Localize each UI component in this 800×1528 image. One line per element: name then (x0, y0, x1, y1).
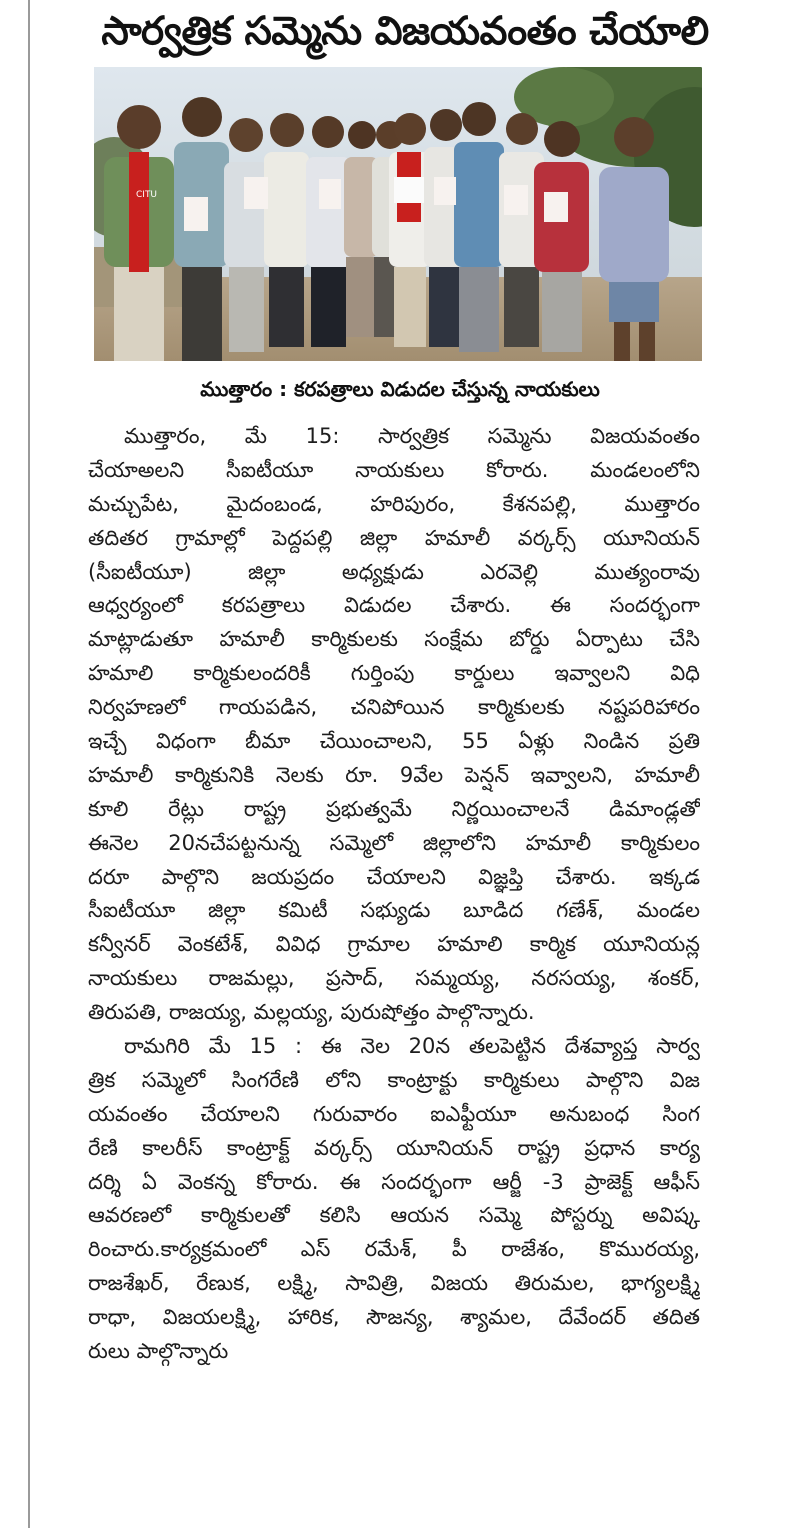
text-line: సీఐటీయూ జిల్లా కమిటీ సభ్యుడు బూడిద గణేశ్, మండల (88, 898, 700, 923)
text-line: మాట్లాడుతూ హమాలీ కార్మికులకు సంక్షేమ బోర్డు ఏర్పాటు చేసి (88, 627, 700, 652)
text-line: త్రిక సమ్మెలో సింగరేణి లోని కాంట్రాక్టు కార్మికులు పాల్గొని విజ (88, 1067, 700, 1092)
text-line: తిరుపతి, రాజయ్య, మల్లయ్య, పురుషోత్తం పాల్గొన్నారు. (88, 1000, 535, 1025)
text-line: కూలి రేట్లు రాష్ట్ర ప్రభుత్వమే నిర్ణయించాలనే డిమాండ్లతో (88, 796, 700, 821)
article-body (88, 420, 700, 1369)
text-line: రాజశేఖర్, రేణుక, లక్ష్మి, సావిత్రి, విజయ తిరుమల, భాగ్యలక్ష్మి (88, 1271, 700, 1296)
text-line: దరూ పాల్గొని జయప్రదం చేయాలని విజ్ఞప్తి చేశారు. ఇక్కడ (88, 864, 700, 889)
news-photo (94, 67, 702, 361)
text-line: ముత్తారం, మే 15: సార్వత్రిక సమ్మెను విజయవంతం (124, 424, 700, 448)
text-line: రాధా, విజయలక్ష్మి, హారిక, సౌజన్య, శ్యామల, దేవేందర్ తదిత (88, 1305, 700, 1330)
text-line: నాయకులు రాజమల్లు, ప్రసాద్, సమ్మయ్య, నరసయ్య, శంకర్, (88, 966, 700, 991)
text-line: హమాలి కార్మికులందరికీ గుర్తింపు కార్డులు ఇవ్వాలని విధి (88, 661, 700, 686)
text-line: మచ్చుపేట, మైదంబండ, హరిపురం, కేశనపల్లి, ముత్తారం (88, 491, 700, 516)
paragraph-muttaram (88, 420, 700, 1030)
text-line: చేయాఅలని సీఐటీయూ నాయకులు కోరారు. మండలంలోని (88, 457, 700, 482)
column-divider (28, 0, 30, 1528)
text-line: (సీఐటీయూ) జిల్లా అధ్యక్షుడు ఎరవెల్లి ముత్యంరావు (88, 559, 700, 584)
text-line: ఇచ్చే విధంగా బీమా చేయించాలని, 55 ఏళ్లు నిండిన ప్రతి (88, 729, 700, 754)
paragraph-ramagiri (88, 1030, 700, 1369)
text-line: ఈనెల 20నచేపట్టనున్న సమ్మెలో జిల్లాలోని హమాలీ కార్మికులం (88, 830, 700, 855)
text-line: తదితర గ్రామాల్లో పెద్దపల్లి జిల్లా హమాలీ వర్కర్స్ యూనియన్ (88, 525, 700, 550)
text-line: నిర్వహణలో గాయపడిన, చనిపోయిన కార్మికులకు నష్టపరిహారం (88, 695, 700, 720)
text-line: యవంతం చేయాలని గురువారం ఐఎఫ్టీయూ అనుబంధ సింగ (88, 1101, 700, 1126)
photo-caption: ముత్తారం : కరపత్రాలు విడుదల చేస్తున్న నాయకులు (200, 377, 600, 401)
svg-text:CITU: CITU (136, 190, 158, 200)
article-headline: సార్వత్రిక సమ్మెను విజయవంతం చేయాలి (101, 9, 709, 54)
text-line: హమాలీ కార్మికునికి నెలకు రూ. 9వేల పెన్షన్ ఇవ్వాలని, హమాలీ (88, 762, 700, 787)
text-line: రించారు.కార్యక్రమంలో ఎస్ రమేశ్, పీ రాజేశం, కొమురయ్య, (88, 1237, 700, 1262)
text-line: ఆవరణలో కార్మికులతో కలిసి ఆయన సమ్మె పోస్టర్ను అవిష్క (88, 1203, 700, 1228)
text-line: దర్శి ఏ వెంకన్న కోరారు. ఈ సందర్భంగా ఆర్జీ -3 ప్రాజెక్ట్ ఆఫీస్ (88, 1169, 700, 1194)
text-line: రేణి కాలరీస్ కాంట్రాక్ట్ వర్కర్స్ యూనియన్ రాష్ట్ర ప్రధాన కార్య (88, 1135, 700, 1160)
text-line: రులు పాల్గొన్నారు (88, 1339, 229, 1364)
text-line: ఆధ్వర్యంలో కరపత్రాలు విడుదల చేశారు. ఈ సందర్భంగా (88, 593, 700, 618)
text-line: రామగిరి మే 15 : ఈ నెల 20న తలపెట్టిన దేశవ్యాప్త సార్వ (124, 1034, 700, 1059)
text-line: కన్వీనర్ వెంకటేశ్, వివిధ గ్రామాల హమాలి కార్మిక యూనియన్ల (88, 932, 700, 957)
